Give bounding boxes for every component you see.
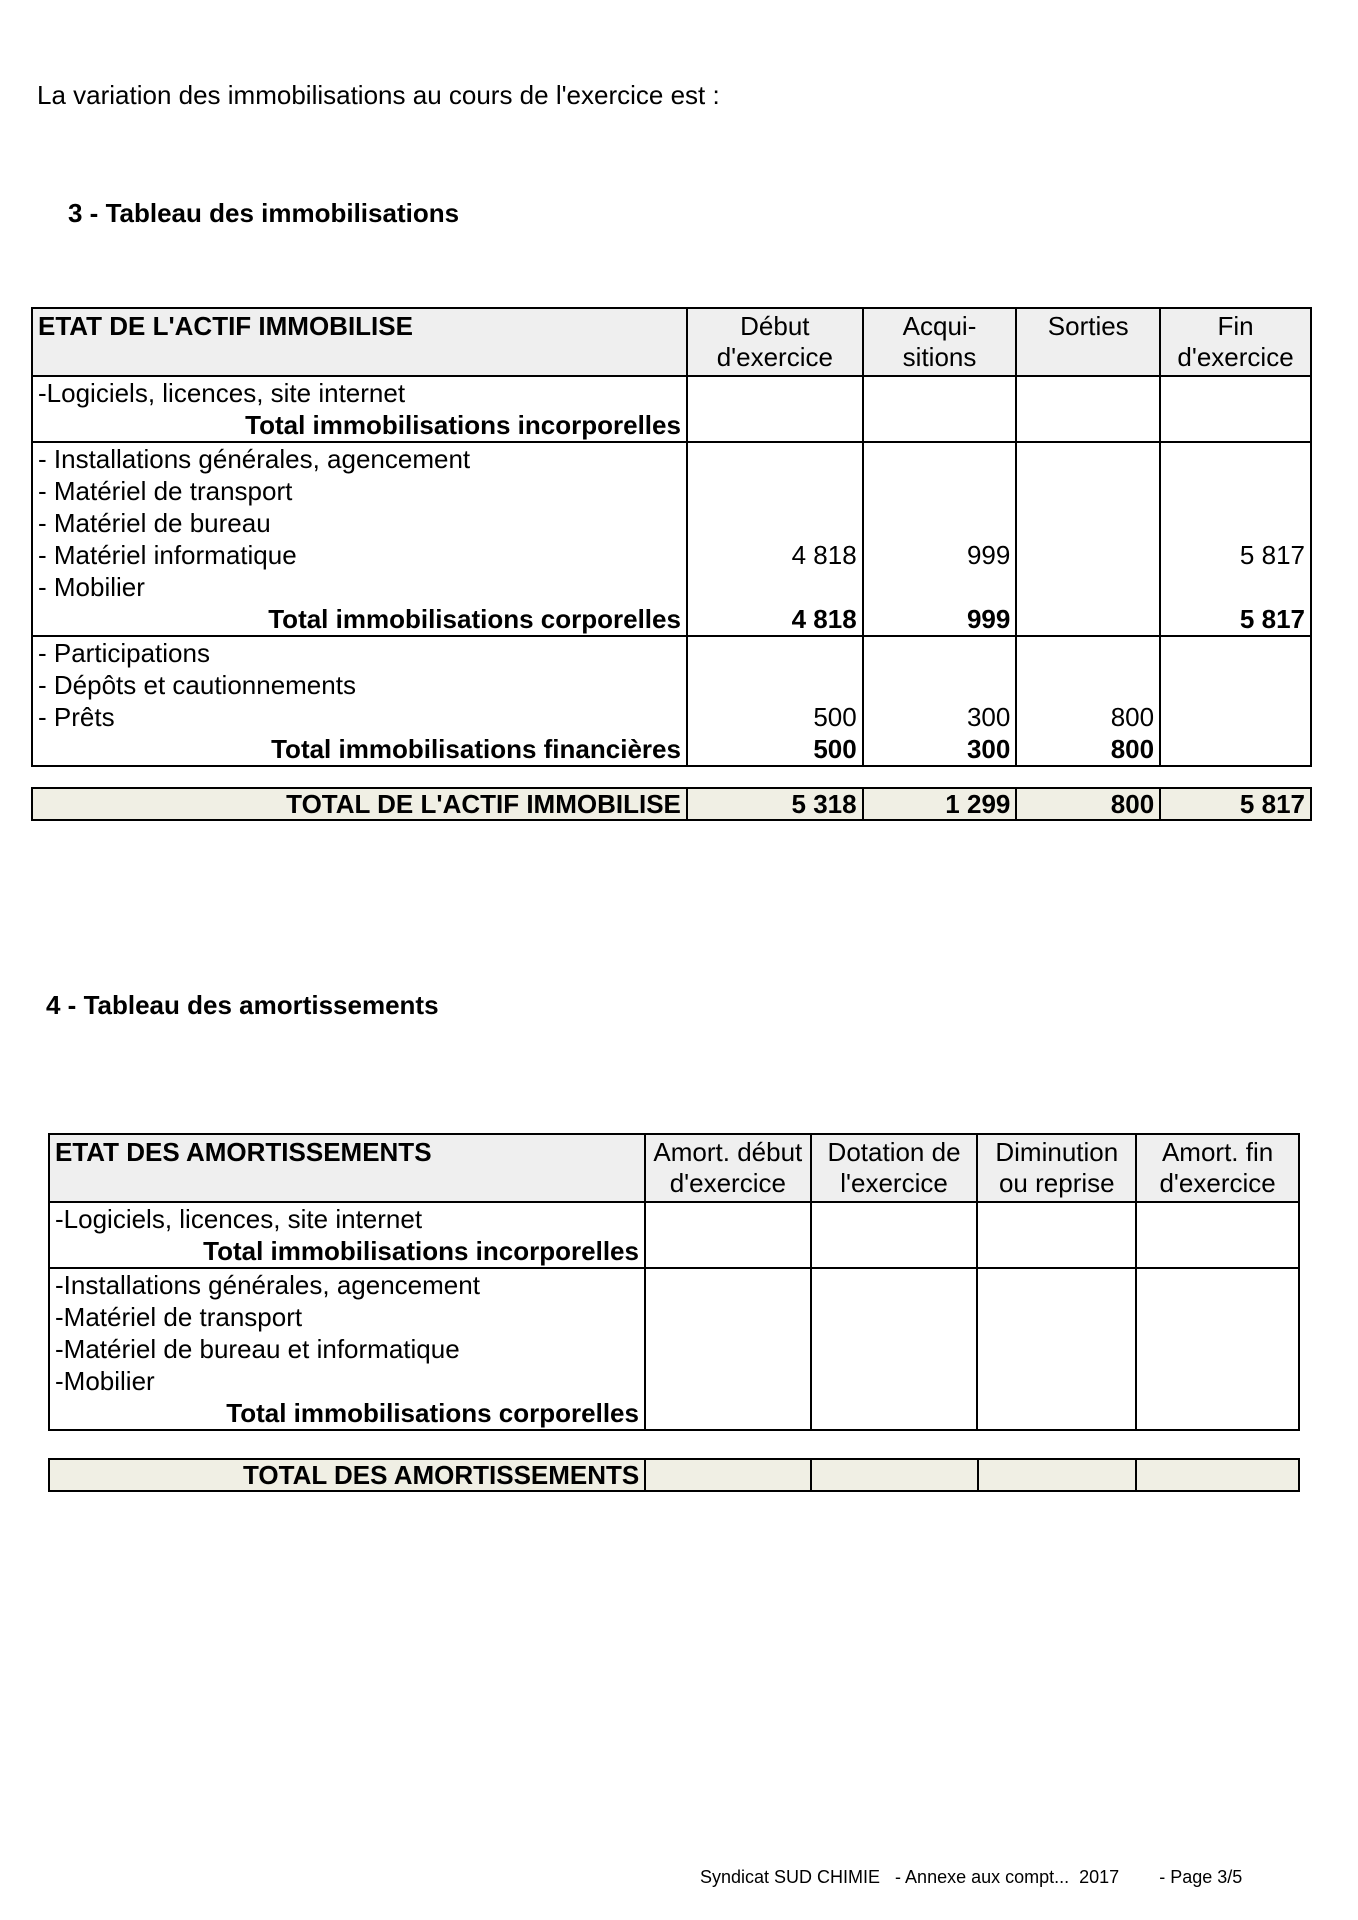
table-header-row <box>49 1134 1299 1202</box>
cell-fin <box>1160 636 1311 766</box>
cell <box>811 1268 978 1430</box>
grand-total-fin: 5 817 <box>1160 788 1311 820</box>
total-label: Total immobilisations financières <box>271 734 681 764</box>
item-label: -Logiciels, licences, site internet <box>38 378 406 408</box>
cell-debut <box>687 636 863 766</box>
group-labels <box>49 1202 645 1268</box>
value: 5 817 <box>1239 540 1305 570</box>
group-corporelles <box>49 1268 1299 1430</box>
value: 500 <box>813 702 857 732</box>
item-label: -Mobilier <box>55 1366 155 1396</box>
item-label: - Prêts <box>38 702 115 732</box>
cell-acquisitions <box>863 376 1017 442</box>
intro-text: La variation des immobilisations au cours de l'exercice est : <box>37 80 720 110</box>
grand-total-cell <box>645 1459 811 1491</box>
group-financieres <box>32 636 1311 766</box>
grand-total-label: TOTAL DES AMORTISSEMENTS <box>49 1459 645 1491</box>
col-header-fin: Fin d'exercice <box>1160 308 1311 376</box>
total-label: Total immobilisations incorporelles <box>203 1236 639 1266</box>
item-label: - Mobilier <box>38 572 145 602</box>
item-label: -Matériel de bureau et informatique <box>55 1334 460 1364</box>
item-label: - Dépôts et cautionnements <box>38 670 356 700</box>
grand-total-cell <box>1136 1459 1299 1491</box>
cell-sorties <box>1016 636 1160 766</box>
col-header-debut: Début d'exercice <box>687 308 863 376</box>
cell <box>811 1202 978 1268</box>
grand-total-row <box>49 1459 1299 1491</box>
cell-sorties <box>1016 376 1160 442</box>
grand-total-label: TOTAL DE L'ACTIF IMMOBILISE <box>32 788 687 820</box>
group-labels <box>49 1268 645 1430</box>
value: 999 <box>966 540 1011 570</box>
total-label: Total immobilisations corporelles <box>268 604 681 634</box>
item-label: - Matériel informatique <box>38 540 297 570</box>
col-header-dotation: Dotation de l'exercice <box>811 1134 978 1202</box>
group-corporelles <box>32 442 1311 636</box>
cell-sorties <box>1016 442 1160 636</box>
col-header-diminution: Diminution ou reprise <box>977 1134 1136 1202</box>
section-4-heading: 4 - Tableau des amortissements <box>46 990 439 1020</box>
grand-total-amortissements-table <box>48 1458 1300 1492</box>
grand-total-row <box>32 788 1311 820</box>
table-header-row <box>32 308 1311 376</box>
cell <box>977 1268 1136 1430</box>
col-header-etat: ETAT DES AMORTISSEMENTS <box>49 1134 645 1202</box>
cell <box>645 1202 811 1268</box>
amortissements-table <box>48 1133 1300 1431</box>
total-value: 300 <box>966 734 1011 764</box>
col-header-sorties: Sorties <box>1016 308 1160 376</box>
item-label: -Logiciels, licences, site internet <box>55 1204 423 1234</box>
grand-total-actif-table <box>31 787 1312 821</box>
total-label: Total immobilisations corporelles <box>226 1398 639 1428</box>
group-labels <box>32 636 687 766</box>
group-labels <box>32 376 687 442</box>
col-header-acquisitions: Acqui- sitions <box>863 308 1017 376</box>
group-incorporelles <box>49 1202 1299 1268</box>
page-footer: Syndicat SUD CHIMIE - Annexe aux compt... 2017 - Page 3/5 <box>700 1867 1243 1887</box>
cell-debut <box>687 442 863 636</box>
grand-total-debut: 5 318 <box>687 788 863 820</box>
total-value: 999 <box>966 604 1011 634</box>
value: 800 <box>1110 702 1155 732</box>
immobilisations-table <box>31 307 1312 767</box>
col-header-amort-debut: Amort. début d'exercice <box>645 1134 811 1202</box>
total-label: Total immobilisations incorporelles <box>245 410 681 440</box>
total-value: 500 <box>813 734 857 764</box>
group-incorporelles <box>32 376 1311 442</box>
item-label: -Matériel de transport <box>55 1302 303 1332</box>
grand-total-acquisitions: 1 299 <box>863 788 1017 820</box>
value: 4 818 <box>791 540 857 570</box>
cell-acquisitions <box>863 636 1017 766</box>
grand-total-cell <box>811 1459 978 1491</box>
cell-fin <box>1160 442 1311 636</box>
total-value: 800 <box>1110 734 1155 764</box>
col-header-etat: ETAT DE L'ACTIF IMMOBILISE <box>32 308 687 376</box>
item-label: -Installations générales, agencement <box>55 1270 480 1300</box>
cell-fin <box>1160 376 1311 442</box>
grand-total-cell <box>978 1459 1137 1491</box>
total-value: 5 817 <box>1239 604 1305 634</box>
cell <box>1136 1268 1299 1430</box>
item-label: - Installations générales, agencement <box>38 444 471 474</box>
item-label: - Matériel de bureau <box>38 508 271 538</box>
cell-acquisitions <box>863 442 1017 636</box>
cell <box>977 1202 1136 1268</box>
total-value: 4 818 <box>791 604 857 634</box>
item-label: - Matériel de transport <box>38 476 293 506</box>
cell-debut <box>687 376 863 442</box>
col-header-amort-fin: Amort. fin d'exercice <box>1136 1134 1299 1202</box>
cell <box>1136 1202 1299 1268</box>
cell <box>645 1268 811 1430</box>
value: 300 <box>966 702 1011 732</box>
section-3-heading: 3 - Tableau des immobilisations <box>68 198 460 228</box>
item-label: - Participations <box>38 638 210 668</box>
group-labels <box>32 442 687 636</box>
grand-total-sorties: 800 <box>1016 788 1160 820</box>
